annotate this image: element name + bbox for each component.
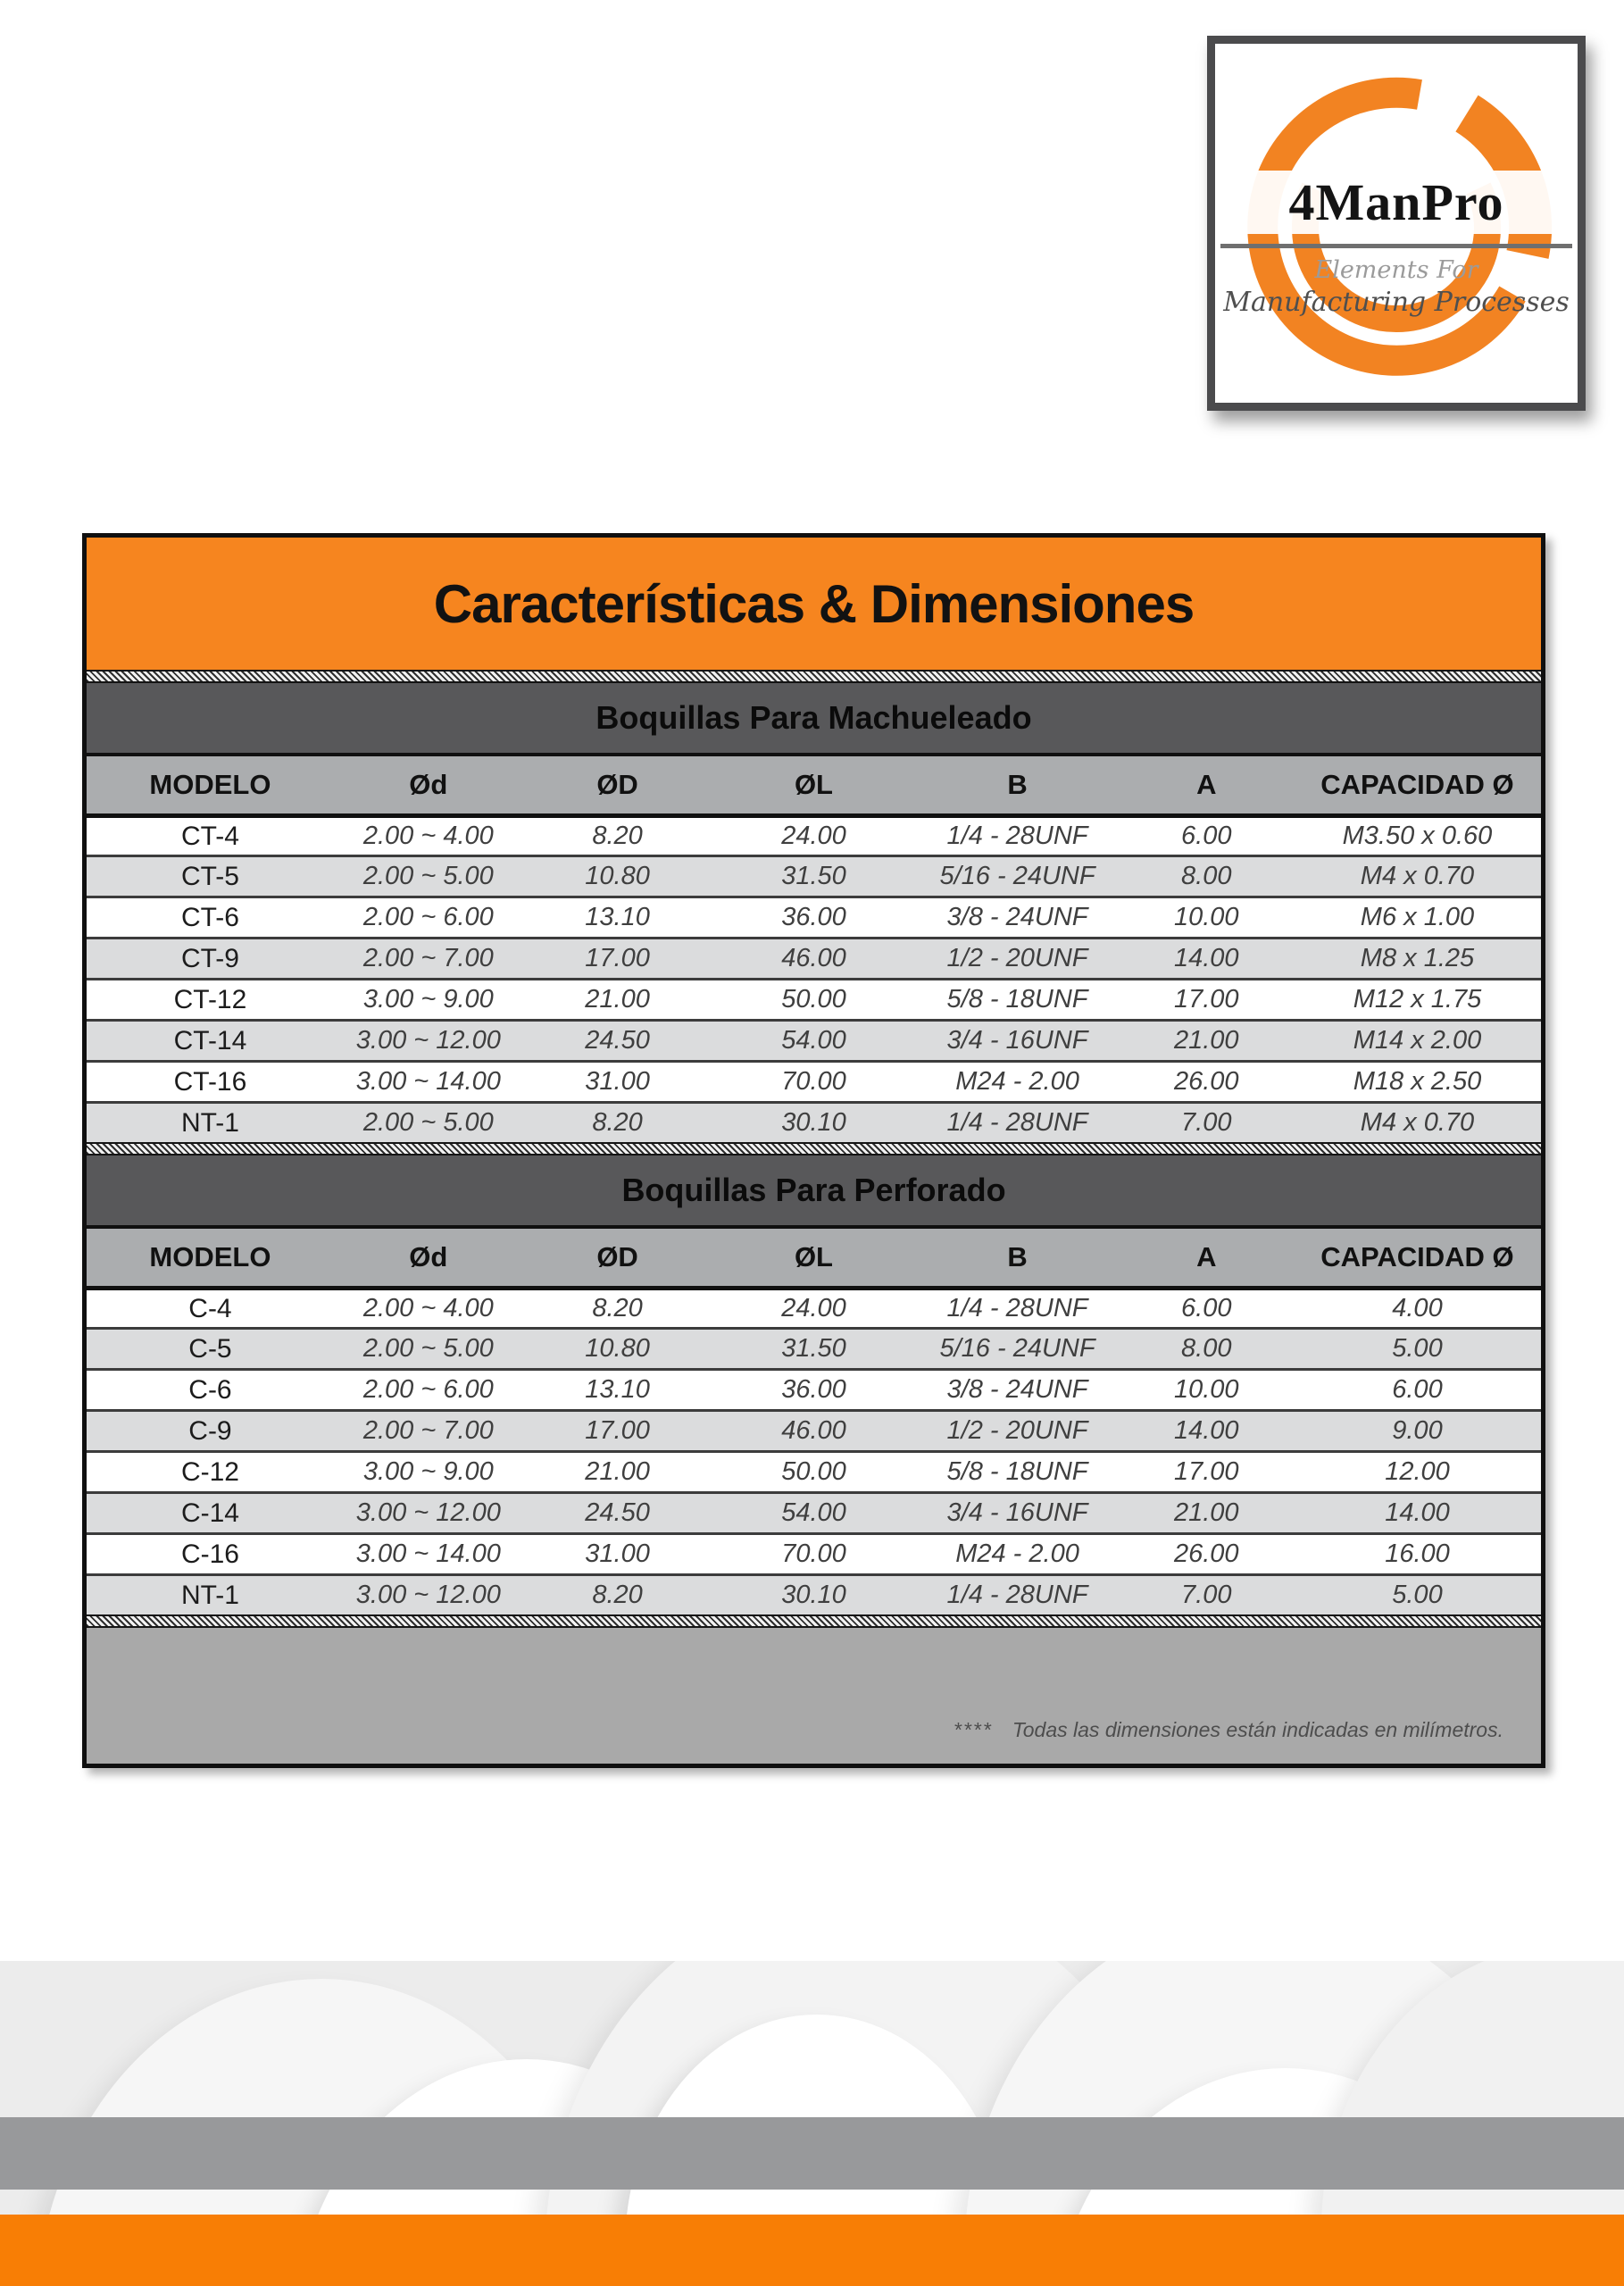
value-cell: M8 x 1.25 [1360, 944, 1475, 972]
value-cell: 13.10 [585, 903, 650, 931]
table-row [87, 855, 1541, 896]
model-cell: CT-16 [173, 1066, 247, 1097]
value-cell: 3/8 - 24UNF [946, 1375, 1088, 1404]
table-header-row [87, 1225, 1541, 1286]
model-cell: C-5 [188, 1333, 232, 1364]
value-cell: 31.00 [585, 1539, 650, 1568]
value-cell: 14.00 [1173, 944, 1239, 972]
table-header-row [87, 753, 1541, 813]
value-cell: 24.50 [585, 1026, 650, 1055]
column-header: MODELO [149, 769, 271, 800]
table-row [87, 978, 1541, 1019]
value-cell: 8.20 [592, 1294, 643, 1322]
value-cell: 3/4 - 16UNF [946, 1498, 1088, 1527]
value-cell: 24.00 [781, 1294, 846, 1322]
column-header: ØL [794, 1241, 833, 1272]
brand-name: 4ManPro [1215, 171, 1578, 234]
value-cell: 1/2 - 20UNF [946, 1416, 1088, 1445]
model-cell: C-14 [180, 1498, 239, 1528]
table-row [87, 1409, 1541, 1450]
table-row [87, 896, 1541, 937]
column-header: A [1196, 769, 1217, 800]
table-row [87, 1019, 1541, 1060]
value-cell: 70.00 [781, 1067, 846, 1096]
value-cell: 3.00 ~ 9.00 [362, 1457, 494, 1486]
table-row [87, 1368, 1541, 1409]
column-header: ØD [596, 769, 638, 800]
model-cell: C-4 [188, 1293, 232, 1323]
value-cell: 3.00 ~ 12.00 [355, 1581, 501, 1609]
value-cell: 17.00 [585, 944, 650, 972]
value-cell: 2.00 ~ 5.00 [362, 1334, 494, 1363]
column-header: CAPACIDAD Ø [1320, 1241, 1514, 1272]
value-cell: M4 x 0.70 [1360, 862, 1475, 890]
value-cell: 8.00 [1181, 1334, 1232, 1363]
bottom-gray-bar [0, 2117, 1624, 2190]
logo-divider [1220, 244, 1572, 248]
value-cell: 46.00 [781, 1416, 846, 1445]
value-cell: 2.00 ~ 7.00 [362, 944, 494, 972]
footnote-stars: **** [954, 1718, 993, 1741]
value-cell: 21.00 [585, 1457, 650, 1486]
value-cell: 3/4 - 16UNF [946, 1026, 1088, 1055]
column-header: MODELO [149, 1241, 271, 1272]
model-cell: CT-4 [180, 821, 239, 851]
value-cell: 2.00 ~ 4.00 [362, 822, 494, 850]
value-cell: 1/2 - 20UNF [946, 944, 1088, 972]
value-cell: 24.00 [781, 822, 846, 850]
value-cell: 21.00 [1173, 1026, 1239, 1055]
table-footer-area [87, 1628, 1541, 1764]
value-cell: 2.00 ~ 5.00 [362, 862, 494, 890]
value-cell: 30.10 [781, 1581, 846, 1609]
model-cell: C-16 [180, 1539, 239, 1569]
value-cell: 5.00 [1392, 1581, 1443, 1609]
value-cell: 31.00 [585, 1067, 650, 1096]
value-cell: 8.20 [592, 1108, 643, 1137]
value-cell: 5/16 - 24UNF [939, 1334, 1095, 1363]
value-cell: M24 - 2.00 [955, 1539, 1079, 1568]
column-header: ØL [794, 769, 833, 800]
column-header: B [1007, 1241, 1028, 1272]
value-cell: 70.00 [781, 1539, 846, 1568]
column-header: Ød [409, 769, 448, 800]
column-header: A [1196, 1241, 1217, 1272]
spec-table-block [82, 533, 1545, 1768]
value-cell: 21.00 [585, 985, 650, 1014]
table-row [87, 1532, 1541, 1573]
value-cell: 8.20 [592, 1581, 643, 1609]
model-cell: CT-9 [180, 943, 239, 973]
table-row [87, 937, 1541, 978]
value-cell: M18 x 2.50 [1353, 1067, 1482, 1096]
value-cell: M3.50 x 0.60 [1342, 822, 1493, 850]
value-cell: 10.80 [585, 862, 650, 890]
value-cell: 1/4 - 28UNF [946, 1108, 1088, 1137]
value-cell: 7.00 [1181, 1581, 1232, 1609]
value-cell: 10.00 [1173, 1375, 1239, 1404]
table-row [87, 1573, 1541, 1614]
table-row [87, 1491, 1541, 1532]
column-header: B [1007, 769, 1028, 800]
bottom-orange-bar [0, 2215, 1624, 2286]
value-cell: 5/16 - 24UNF [939, 862, 1095, 890]
value-cell: 31.50 [781, 1334, 846, 1363]
value-cell: 17.00 [1173, 1457, 1239, 1486]
value-cell: 1/4 - 28UNF [946, 1581, 1088, 1609]
model-cell: C-6 [188, 1374, 232, 1405]
table-row [87, 1101, 1541, 1142]
value-cell: 31.50 [781, 862, 846, 890]
model-cell: CT-5 [180, 861, 239, 891]
value-cell: 2.00 ~ 4.00 [362, 1294, 494, 1322]
value-cell: 16.00 [1385, 1539, 1450, 1568]
model-cell: NT-1 [180, 1580, 239, 1610]
logo-tagline-line2: Manufacturing Processes [1223, 287, 1570, 318]
section-title-band [87, 1156, 1541, 1225]
column-header: Ød [409, 1241, 448, 1272]
value-cell: 10.00 [1173, 903, 1239, 931]
model-cell: NT-1 [180, 1107, 239, 1138]
section-title: Boquillas Para Machueleado [595, 699, 1032, 736]
table-row [87, 1450, 1541, 1491]
table-row [87, 1327, 1541, 1368]
value-cell: 17.00 [585, 1416, 650, 1445]
value-cell: 36.00 [781, 903, 846, 931]
value-cell: 6.00 [1181, 1294, 1232, 1322]
value-cell: 5/8 - 18UNF [946, 985, 1088, 1014]
value-cell: 1/4 - 28UNF [946, 822, 1088, 850]
value-cell: 2.00 ~ 5.00 [362, 1108, 494, 1137]
value-cell: 9.00 [1392, 1416, 1443, 1445]
value-cell: 6.00 [1181, 822, 1232, 850]
value-cell: M24 - 2.00 [955, 1067, 1079, 1096]
hatch-divider [87, 1142, 1541, 1156]
value-cell: 3.00 ~ 14.00 [355, 1539, 501, 1568]
column-header: CAPACIDAD Ø [1320, 769, 1514, 800]
value-cell: 3/8 - 24UNF [946, 903, 1088, 931]
model-cell: CT-12 [173, 984, 247, 1014]
value-cell: 14.00 [1173, 1416, 1239, 1445]
brand-logo [1207, 36, 1586, 411]
hatch-divider [87, 670, 1541, 683]
page-title-band [87, 538, 1541, 670]
value-cell: 26.00 [1173, 1067, 1239, 1096]
value-cell: 8.00 [1181, 862, 1232, 890]
value-cell: 1/4 - 28UNF [946, 1294, 1088, 1322]
value-cell: 26.00 [1173, 1539, 1239, 1568]
value-cell: 3.00 ~ 14.00 [355, 1067, 501, 1096]
page-title: Características & Dimensiones [433, 573, 1195, 634]
table-row [87, 1060, 1541, 1101]
value-cell: 14.00 [1385, 1498, 1450, 1527]
value-cell: M6 x 1.00 [1360, 903, 1475, 931]
value-cell: 10.80 [585, 1334, 650, 1363]
value-cell: 2.00 ~ 6.00 [362, 1375, 494, 1404]
value-cell: 3.00 ~ 12.00 [355, 1498, 501, 1527]
value-cell: 7.00 [1181, 1108, 1232, 1137]
value-cell: 2.00 ~ 6.00 [362, 903, 494, 931]
table-row [87, 1286, 1541, 1327]
section-title: Boquillas Para Perforado [621, 1172, 1006, 1208]
value-cell: 3.00 ~ 9.00 [362, 985, 494, 1014]
model-cell: CT-6 [180, 902, 239, 932]
model-cell: C-9 [188, 1415, 232, 1446]
value-cell: 54.00 [781, 1026, 846, 1055]
value-cell: M4 x 0.70 [1360, 1108, 1475, 1137]
value-cell: 46.00 [781, 944, 846, 972]
logo-tagline-line1: Elements For [1314, 256, 1478, 284]
value-cell: 2.00 ~ 7.00 [362, 1416, 494, 1445]
column-header: ØD [596, 1241, 638, 1272]
value-cell: 5.00 [1392, 1334, 1443, 1363]
value-cell: 8.20 [592, 822, 643, 850]
hatch-divider [87, 1614, 1541, 1628]
section-title-band [87, 683, 1541, 753]
value-cell: M14 x 2.00 [1353, 1026, 1482, 1055]
dimensions-footnote [954, 1718, 1503, 1742]
table-row [87, 813, 1541, 855]
value-cell: 12.00 [1385, 1457, 1450, 1486]
value-cell: 30.10 [781, 1108, 846, 1137]
footnote-text: Todas las dimensiones están indicadas en milímetros. [1012, 1718, 1503, 1741]
model-cell: CT-14 [173, 1025, 247, 1055]
value-cell: 3.00 ~ 12.00 [355, 1026, 501, 1055]
value-cell: 50.00 [781, 985, 846, 1014]
value-cell: 4.00 [1392, 1294, 1443, 1322]
value-cell: M12 x 1.75 [1353, 985, 1482, 1014]
value-cell: 36.00 [781, 1375, 846, 1404]
value-cell: 13.10 [585, 1375, 650, 1404]
value-cell: 24.50 [585, 1498, 650, 1527]
value-cell: 5/8 - 18UNF [946, 1457, 1088, 1486]
value-cell: 17.00 [1173, 985, 1239, 1014]
value-cell: 50.00 [781, 1457, 846, 1486]
value-cell: 6.00 [1392, 1375, 1443, 1404]
model-cell: C-12 [180, 1456, 239, 1487]
value-cell: 21.00 [1173, 1498, 1239, 1527]
value-cell: 54.00 [781, 1498, 846, 1527]
